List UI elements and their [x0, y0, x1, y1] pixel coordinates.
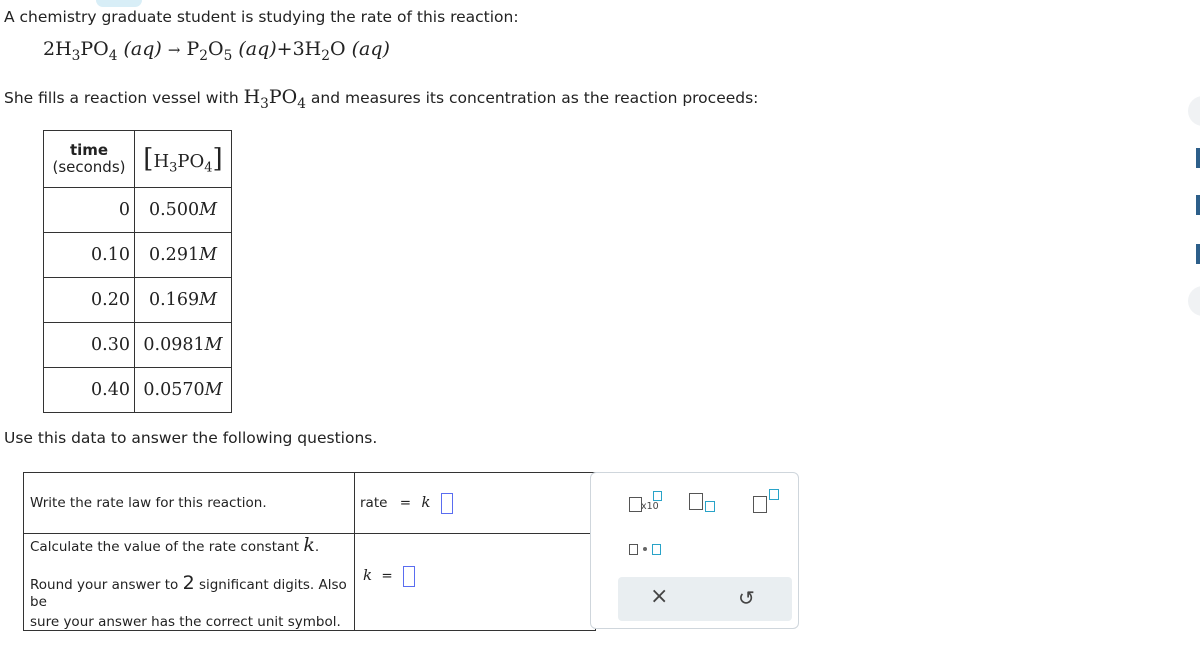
table-row: [44, 368, 232, 413]
reaction-arrow: →: [167, 41, 181, 59]
use-data-text: Use this data to answer the following questions.: [4, 429, 378, 447]
questions-table: [23, 472, 596, 631]
product2-formula: $H_2O$: [304, 38, 346, 64]
concentration-cell: 0.500M: [135, 188, 232, 233]
time-cell: 0: [44, 188, 135, 233]
plus-sign: +: [276, 38, 293, 60]
reactant-formula: $H_3PO_4$: [55, 38, 118, 64]
header-concentration: $[H_3PO_4]$: [135, 131, 232, 188]
concentration-cell: 0.291M: [135, 233, 232, 278]
instructions-text: She fills a reaction vessel with $H_3PO_4$ and measures its concentration as the reaction proceeds:: [4, 86, 759, 112]
species-formula: $H_3PO_4$: [243, 86, 306, 112]
rate-constant-input[interactable]: [403, 566, 415, 587]
answer-rate-law: rate = k: [355, 473, 596, 534]
superscript-button[interactable]: [753, 489, 787, 515]
table-row: [44, 188, 232, 233]
question-rate-constant: Calculate the value of the rate constant k. Round your answer to 2 significant digits. Also be sure your answer has the correct unit symbol.: [24, 534, 355, 631]
header-time: time (seconds): [44, 131, 135, 188]
concentration-table: [43, 130, 232, 413]
side-indicator: [1196, 195, 1200, 215]
time-cell: 0.40: [44, 368, 135, 413]
table-row: [44, 233, 232, 278]
side-indicator: [1196, 148, 1200, 168]
table-row: [44, 278, 232, 323]
product1-phase: (aq): [238, 38, 277, 60]
rate-law-input[interactable]: [441, 493, 453, 514]
top-tab-indicator: [96, 0, 142, 7]
side-button[interactable]: [1188, 96, 1200, 126]
reactant-phase: (aq): [123, 38, 162, 60]
table-row: [44, 323, 232, 368]
time-cell: 0.10: [44, 233, 135, 278]
time-cell: 0.30: [44, 323, 135, 368]
product1-formula: $P_2O_5$: [186, 38, 233, 64]
concentration-cell: 0.0570M: [135, 368, 232, 413]
answer-rate-constant: k =: [355, 534, 596, 631]
clear-icon[interactable]: ×: [650, 584, 669, 609]
product2-phase: (aq): [351, 38, 390, 60]
reactant-coefficient: 2: [43, 38, 56, 60]
action-bar: [618, 577, 792, 621]
time-cell: 0.20: [44, 278, 135, 323]
concentration-cell: 0.169M: [135, 278, 232, 323]
question-rate-law: Write the rate law for this reaction.: [24, 473, 355, 534]
multiply-dot-button[interactable]: [629, 543, 663, 559]
undo-icon[interactable]: ↺: [738, 586, 755, 610]
concentration-cell: 0.0981M: [135, 323, 232, 368]
intro-text: A chemistry graduate student is studying the rate of this reaction:: [4, 8, 519, 26]
side-button[interactable]: [1188, 286, 1200, 316]
subscript-button[interactable]: [689, 493, 723, 515]
side-indicator: [1196, 244, 1200, 264]
scientific-notation-button[interactable]: x10: [629, 491, 673, 515]
product2-coefficient: 3: [292, 38, 305, 60]
reaction-equation: [43, 38, 390, 64]
